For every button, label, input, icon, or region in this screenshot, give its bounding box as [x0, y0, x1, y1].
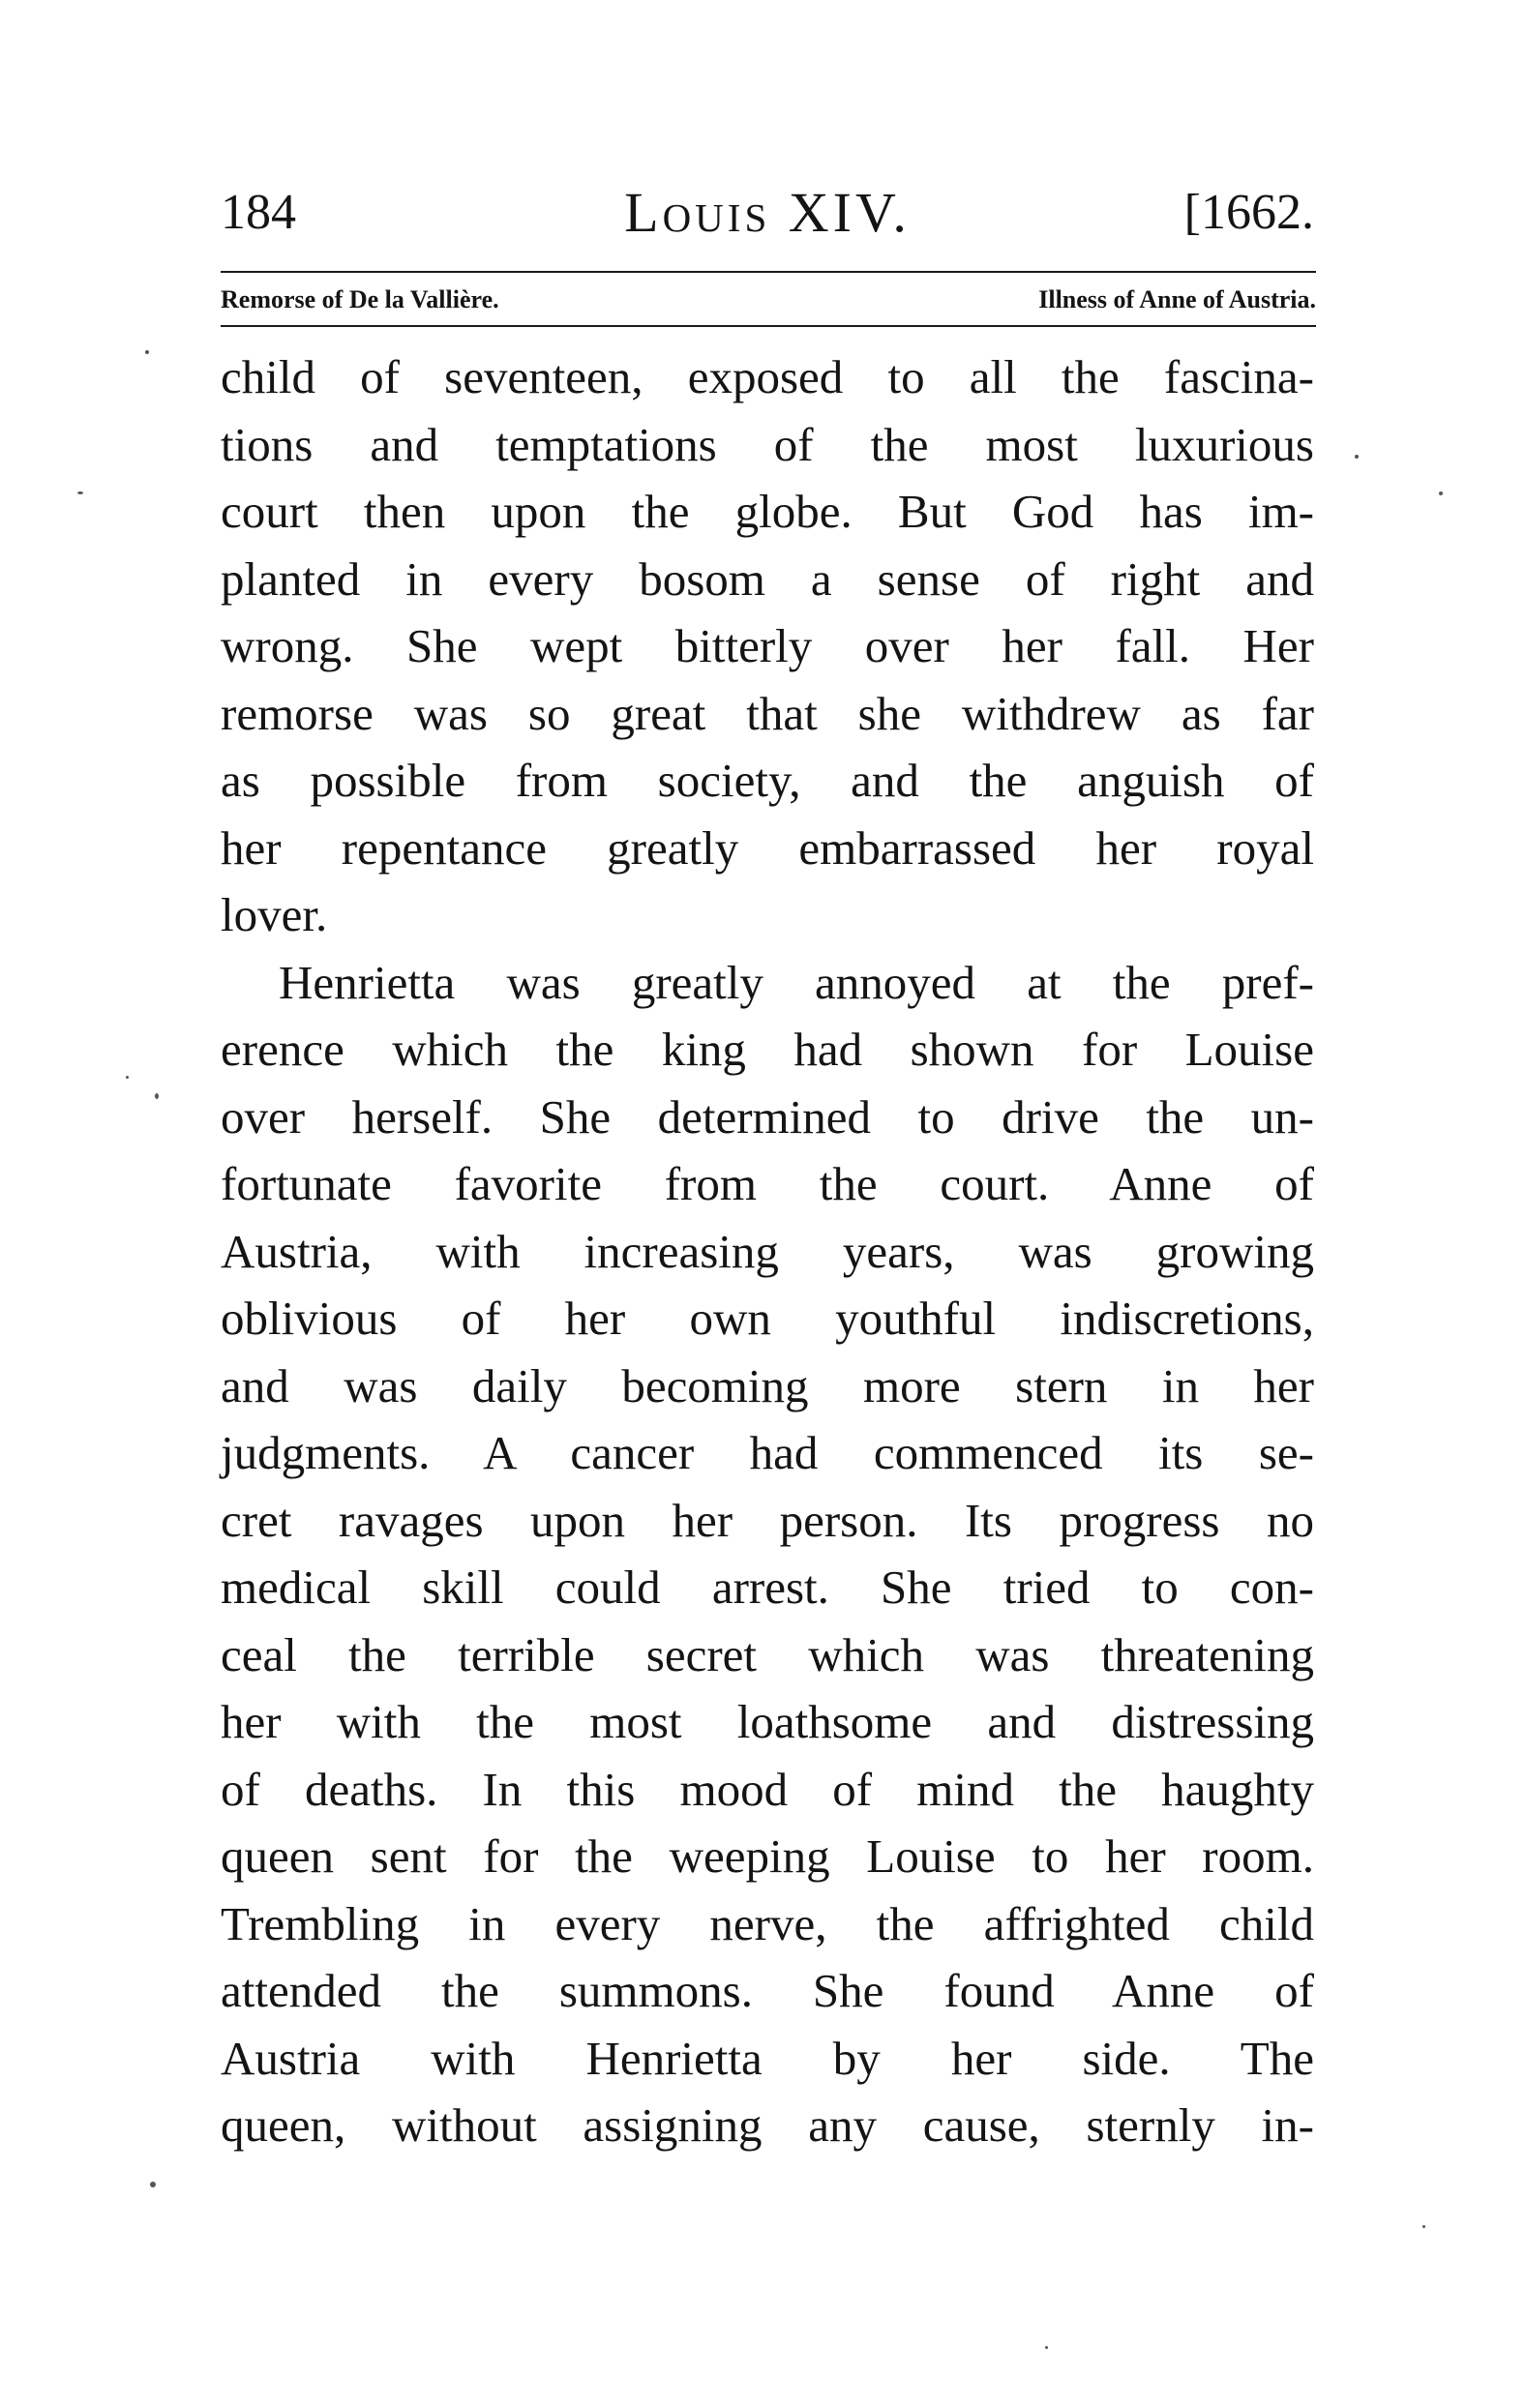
paragraph-1	[221, 343, 1314, 949]
text-line: tions and temptations of the most luxurious	[221, 417, 1314, 471]
text-line: and was daily becoming more stern in her	[221, 1358, 1314, 1412]
text-line: her repentance greatly embarrassed her royal	[221, 820, 1314, 875]
paper-speck	[126, 1076, 129, 1079]
text-line: Trembling in every nerve, the affrighted child	[221, 1896, 1314, 1950]
subheads	[221, 281, 1316, 319]
text-line: queen, without assigning any cause, sternly in-	[221, 2098, 1314, 2152]
text-line: Austria with Henrietta by her side. The	[221, 2031, 1314, 2085]
paper-speck	[1045, 2346, 1048, 2349]
text-line: cret ravages upon her person. Its progress no	[221, 1493, 1314, 1547]
text-line: ceal the terrible secret which was threatening	[221, 1627, 1314, 1681]
text-line: Austria, with increasing years, was growing	[221, 1224, 1314, 1278]
text-line: over herself. She determined to drive the un-	[221, 1089, 1314, 1144]
header-rule-bottom	[221, 325, 1316, 327]
body-text	[221, 343, 1314, 2159]
paper-speck	[1439, 491, 1443, 495]
text-line: oblivious of her own youthful indiscretions,	[221, 1292, 1314, 1345]
text-line: court then upon the globe. But God has im-	[221, 485, 1314, 538]
text-line: attended the summons. She found Anne of	[221, 1964, 1314, 2017]
year-marker: [1662.	[1183, 185, 1314, 240]
text-line: as possible from society, and the anguish of	[221, 754, 1314, 807]
running-head	[221, 174, 1314, 252]
text-line: Henrietta was greatly annoyed at the pref-	[279, 955, 1314, 1009]
paper-speck	[155, 1093, 159, 1099]
text-line: of deaths. In this mood of mind the haughty	[221, 1762, 1314, 1816]
text-line: fortunate favorite from the court. Anne of	[221, 1157, 1314, 1210]
book-title: Louis XIV.	[624, 181, 911, 244]
text-line: judgments. A cancer had commenced its se-	[221, 1426, 1314, 1479]
text-line: erence which the king had shown for Louise	[221, 1023, 1314, 1076]
text-line: wrong. She wept bitterly over her fall. Her	[221, 619, 1314, 672]
subhead-right: Illness of Anne of Austria.	[1038, 285, 1316, 313]
text-line: her with the most loathsome and distressing	[221, 1695, 1314, 1748]
paragraph-2	[221, 949, 1314, 2159]
paper-speck	[77, 491, 83, 494]
text-line: lover.	[221, 888, 328, 941]
subhead-left: Remorse of De la Vallière.	[221, 285, 499, 313]
paper-speck	[150, 2182, 156, 2187]
text-line: medical skill could arrest. She tried to con-	[221, 1561, 1314, 1614]
paper-speck	[1422, 2225, 1425, 2228]
header-rule-top	[221, 271, 1316, 273]
text-line: planted in every bosom a sense of right and	[221, 551, 1314, 606]
paper-speck	[145, 350, 149, 354]
text-line: child of seventeen, exposed to all the fascina-	[221, 350, 1314, 403]
page-number: 184	[221, 185, 296, 240]
text-line: queen sent for the weeping Louise to her room.	[221, 1829, 1314, 1883]
paper-speck	[1355, 455, 1359, 459]
text-line: remorse was so great that she withdrew as far	[221, 686, 1314, 740]
